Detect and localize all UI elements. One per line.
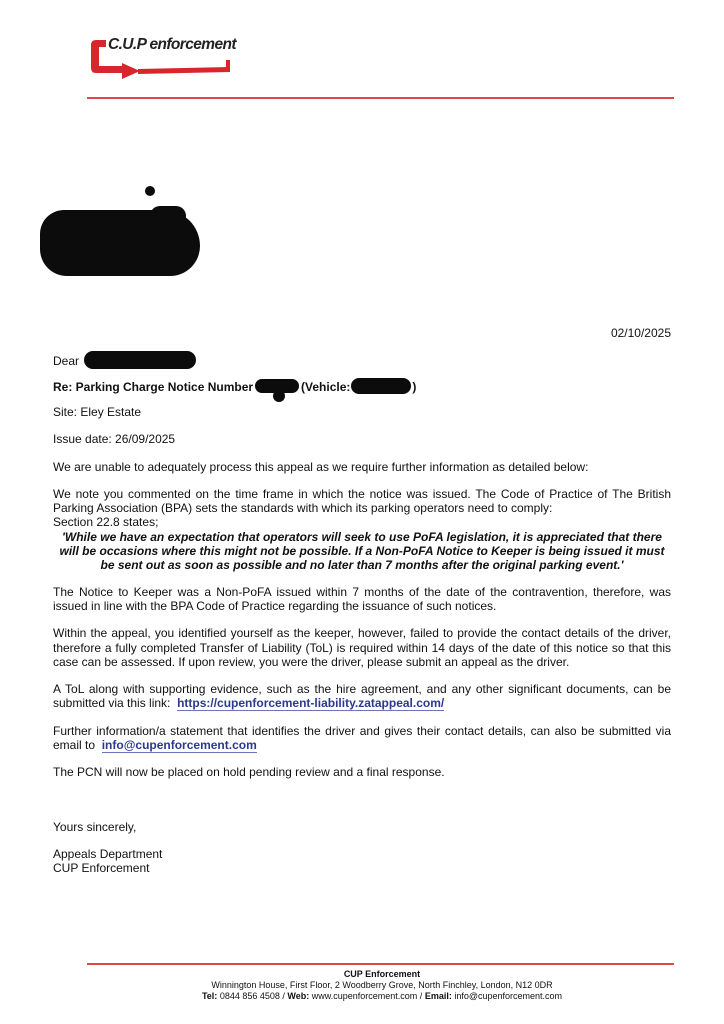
footer-contacts: Tel: 0844 856 4508 / Web: www.cupenforcement.com / Email: info@cupenforcement.com (201, 991, 563, 1001)
footer-tel-label: Tel: (201, 991, 218, 1001)
intro-paragraph: We are unable to adequately process this appeal as we require further information as detailed below: (53, 459, 589, 474)
quoted-regulation: 'While we have an expectation that operators will seek to use PoFA legislation, it is appreciated that there will be occasions where this might not be possible. If a Non-PoFA Notice to Keeper is being issued it must be sent out as soon as possible and no later than 7 months after the original parking event.' (59, 529, 665, 573)
further-info-text: Further information/a statement that identifies the driver and gives their contact details, can also be submitted via email to (53, 723, 671, 753)
reference-line (53, 378, 671, 392)
code-of-practice-paragraph: We note you commented on the time frame in which the notice was issued. The Code of Practice of The British Parking Association (BPA) sets the standards with which its parking operators need to comply: (53, 486, 671, 516)
footer-address: Winnington House, First Floor, 2 Woodberry Grove, North Finchley, London, N12 0DR (211, 980, 553, 990)
footer-web-label: Web: (287, 991, 310, 1001)
footer-divider (87, 963, 674, 965)
keeper-paragraph: Within the appeal, you identified yourself as the keeper, however, failed to provide the contact details of the driver, therefore a fully completed Transfer of Liability (ToL) is required within 14 days of the date of this notice so that this case can be assessed. If upon review, you were the driver, please submit an appeal as the driver. (53, 626, 671, 669)
salutation: Dear (53, 354, 80, 368)
closing-sincerely: Yours sincerely, (53, 819, 137, 834)
issue-date-line: Issue date: 26/09/2025 (53, 432, 176, 447)
closing-company: CUP Enforcement (53, 861, 150, 876)
redacted-address-fragment (150, 206, 186, 226)
salutation-line (53, 351, 671, 368)
footer-web[interactable]: www.cupenforcement.com (311, 991, 418, 1001)
site-line: Site: Eley Estate (53, 405, 142, 419)
logo-text: C.U.P enforcement (108, 36, 236, 53)
tol-paragraph (53, 682, 671, 711)
letter-date: 02/10/2025 (610, 326, 671, 340)
footer-email[interactable]: info@cupenforcement.com (454, 991, 563, 1001)
letter-body (53, 351, 671, 876)
further-info-paragraph (53, 724, 671, 753)
footer-company: CUP Enforcement (343, 969, 421, 979)
closing-department: Appeals Department (53, 846, 163, 861)
footer-tel: 0844 856 4508 (219, 991, 280, 1001)
hold-paragraph: The PCN will now be placed on hold pending review and a final response. (53, 765, 445, 780)
reference-vehicle-prefix: (Vehicle: (301, 380, 351, 394)
email-link[interactable]: info@cupenforcement.com (101, 738, 257, 753)
redacted-address-fragment (145, 186, 155, 196)
redacted-recipient-name (84, 351, 196, 369)
letter-footer (87, 969, 660, 1002)
section-reference: Section 22.8 states; (53, 515, 159, 530)
tol-link[interactable]: https://cupenforcement-liability.zatappeal.com/ (177, 696, 445, 711)
footer-email-label: Email: (424, 991, 452, 1001)
notice-to-keeper-paragraph: The Notice to Keeper was a Non-PoFA issued within 7 months of the date of the contravention, therefore, was issued in line with the BPA Code of Practice regarding the issuance of such notices. (53, 584, 671, 613)
header-divider (87, 97, 674, 99)
tol-text: A ToL along with supporting evidence, such as the hire agreement, and any other significant documents, can be submitted via this link: (53, 682, 671, 711)
redacted-mark (273, 390, 285, 402)
redacted-vehicle-reg (351, 378, 411, 394)
reference-prefix: Re: Parking Charge Notice Number (53, 380, 254, 394)
reference-vehicle-suffix: ) (412, 380, 417, 394)
company-logo (88, 34, 236, 84)
signature-block (53, 820, 671, 876)
